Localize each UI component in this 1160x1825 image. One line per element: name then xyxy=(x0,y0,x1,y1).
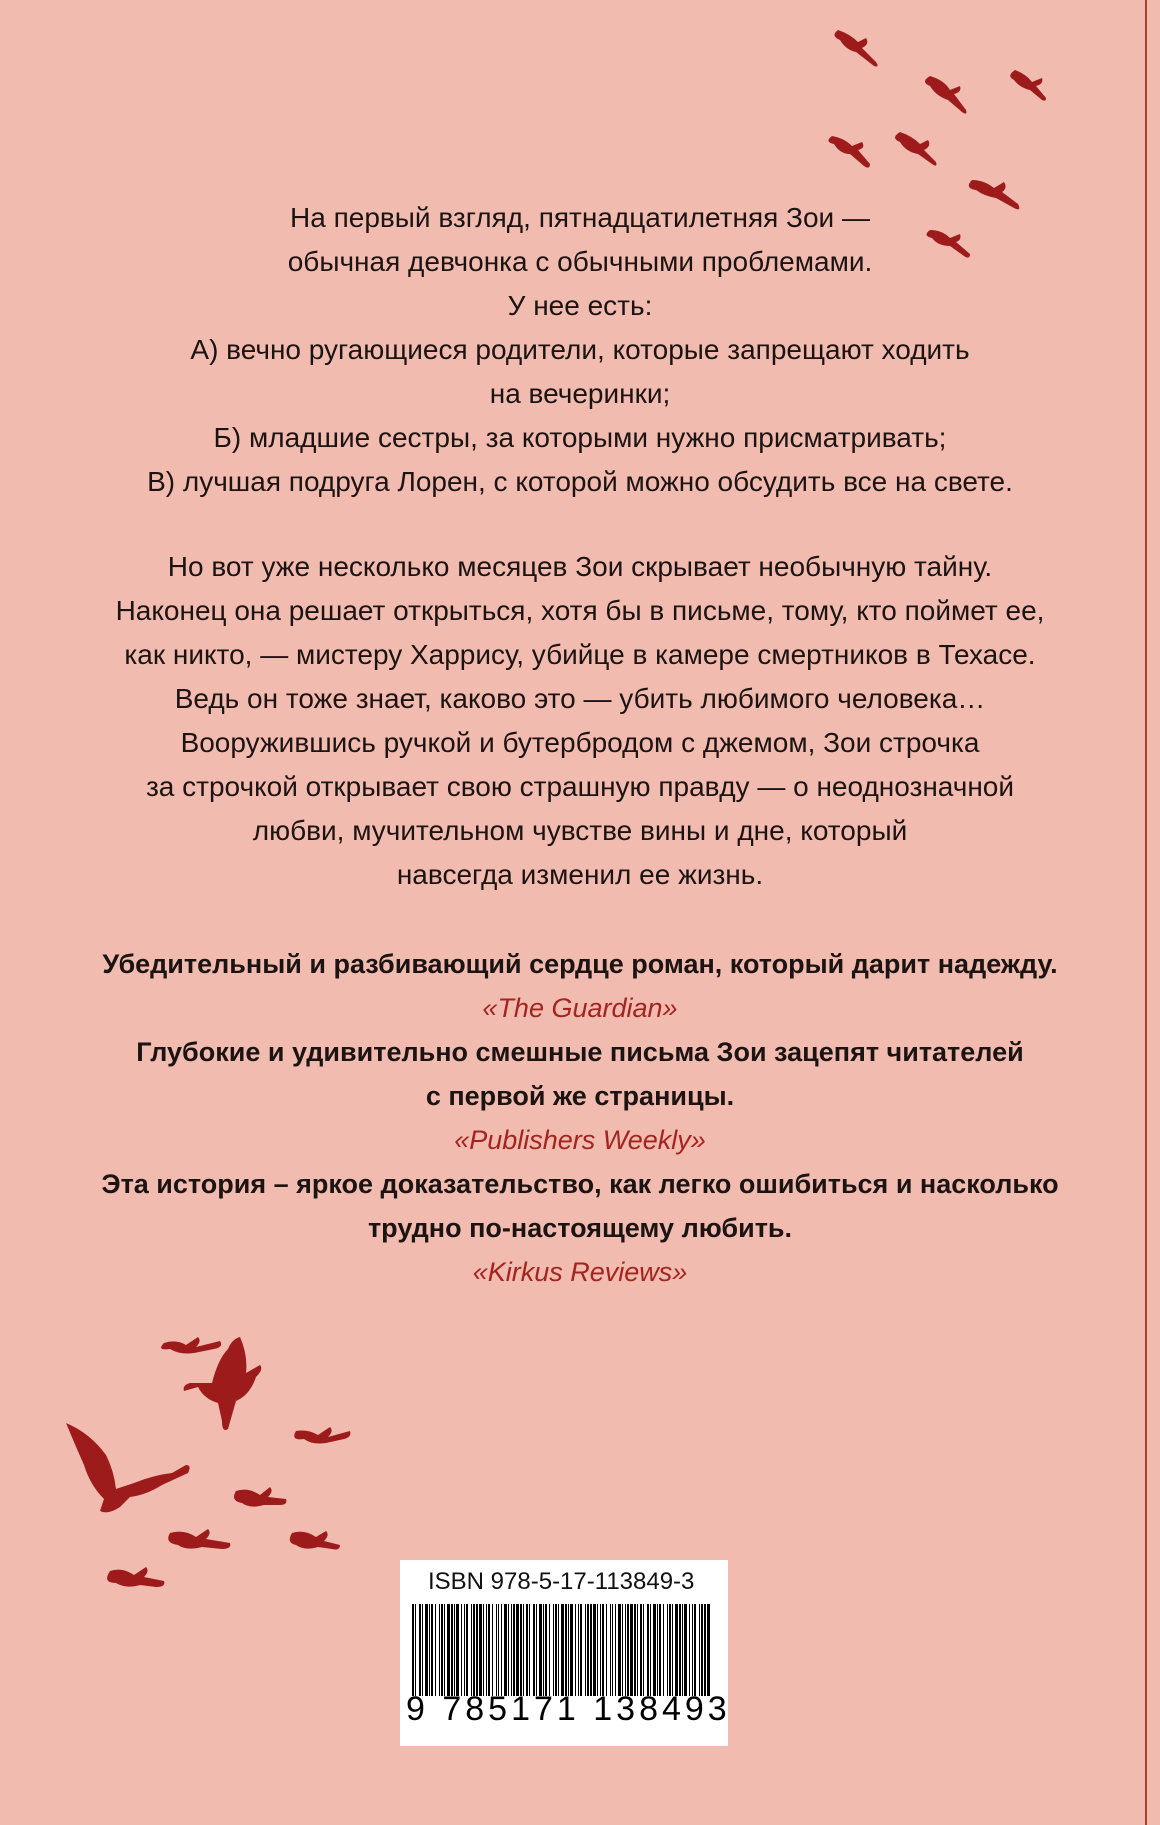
intro-line: В) лучшая подруга Лорен, с которой можно обсудить все на свете. xyxy=(147,466,1013,497)
story-line: как никто, — мистеру Харрису, убийце в камере смертников в Техасе. xyxy=(124,639,1036,670)
review-source: «Publishers Weekly» xyxy=(454,1125,706,1155)
story-line: любви, мучительном чувстве вины и дне, который xyxy=(252,815,908,846)
isbn-text: ISBN 978-5-17-113849-3 xyxy=(428,1568,695,1595)
intro-line: У нее есть: xyxy=(507,290,653,321)
story-line: Но вот уже несколько месяцев Зои скрывает необычную тайну. xyxy=(167,551,993,582)
barcode-digits: 9 785171 138493 xyxy=(406,1690,731,1728)
intro-line: на вечеринки; xyxy=(489,378,671,409)
review-source: «Kirkus Reviews» xyxy=(472,1257,688,1287)
story-line: Вооружившись ручкой и бутербродом с джемом, Зои строчка xyxy=(180,727,980,758)
story-line: Наконец она решает открыться, хотя бы в письме, тому, кто поймет ее, xyxy=(115,595,1045,626)
story-line: за строчкой открывает свою страшную правду — о неоднозначной xyxy=(145,771,1015,802)
story-line: навсегда изменил ее жизнь. xyxy=(396,859,764,890)
barcode-box xyxy=(400,1560,731,1746)
story-line: Ведь он тоже знает, каково это — убить любимого человека… xyxy=(174,683,986,714)
reviews-section xyxy=(20,942,1140,1294)
intro-line: На первый взгляд, пятнадцатилетняя Зои — xyxy=(290,202,870,233)
intro-line: Б) младшие сестры, за которыми нужно присматривать; xyxy=(213,422,947,453)
review-quote: трудно по-настоящему любить. xyxy=(367,1213,793,1243)
bottom-birds-icon xyxy=(60,1325,370,1595)
review-quote: Убедительный и разбивающий сердце роман, который дарит надежду. xyxy=(102,949,1058,979)
review-quote: Эта история – яркое доказательство, как легко ошибиться и насколько xyxy=(101,1169,1059,1199)
review-quote: Глубокие и удивительно смешные письма Зои зацепят читателей xyxy=(136,1037,1024,1067)
barcode-bars xyxy=(410,1604,718,1696)
story-text xyxy=(20,545,1140,897)
intro-line: А) вечно ругающиеся родители, которые запрещают ходить xyxy=(190,334,970,365)
review-quote: с первой же страницы. xyxy=(425,1081,735,1111)
intro-text xyxy=(20,196,1140,504)
review-source: «The Guardian» xyxy=(482,993,678,1023)
intro-line: обычная девчонка с обычными проблемами. xyxy=(287,246,873,277)
spine-edge-line xyxy=(1145,0,1147,1825)
